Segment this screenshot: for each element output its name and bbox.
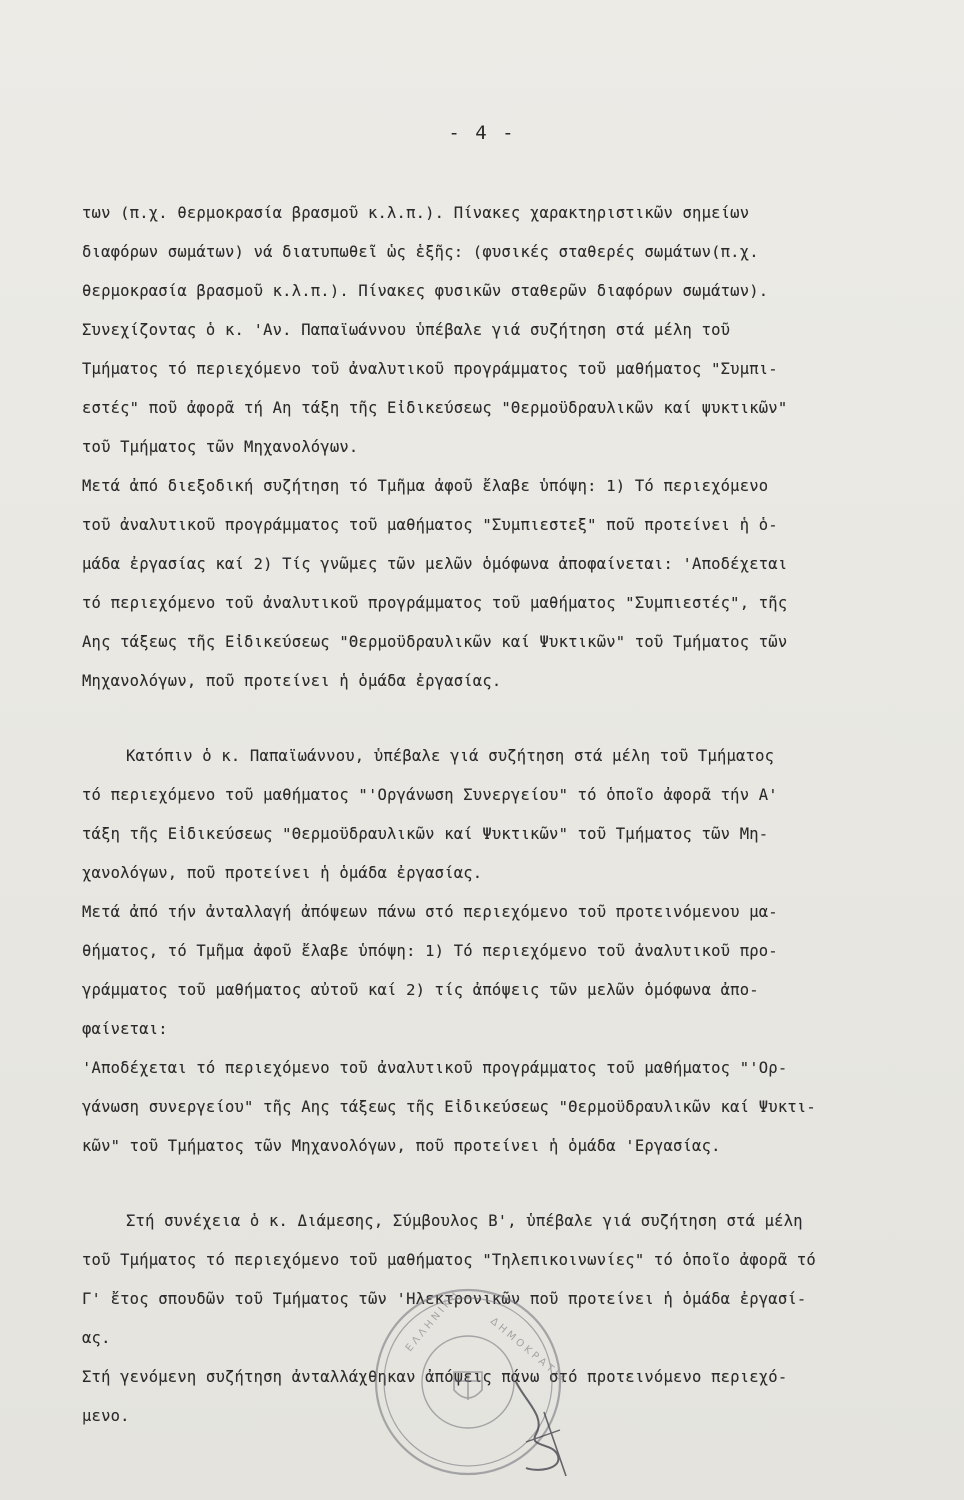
paragraph-gap [82,701,902,737]
text-line: Μετά ἀπό διεξοδική συζήτηση τό Τμῆμα ἀφοῦ ἔλαβε ὑπόψη: 1) Τό περιεχόμενο [82,477,769,495]
text-line: τοῦ Τμήματος τῶν Μηχανολόγων. [82,438,359,456]
text-line: θερμοκρασία βρασμοῦ κ.λ.π.). Πίνακες φυσικῶν σταθερῶν διαφόρων σωμάτων). [82,282,769,300]
text-line: μενο. [82,1407,130,1425]
paragraph-1 [82,194,902,467]
text-line: ας. [82,1329,111,1347]
paragraph-gap [82,1166,902,1202]
text-line: γράμματος τοῦ μαθήματος αὐτοῦ καί 2) τίς ἀπόψεις τῶν μελῶν ὁμόφωνα ἀπο- [82,981,759,999]
paragraph-4 [82,893,902,1166]
text-line: χανολόγων, ποῦ προτείνει ἡ ὁμάδα ἐργασίας. [82,864,483,882]
text-line: Αης τάξεως τῆς Εἰδικεύσεως "Θερμοϋδραυλικῶν καί Ψυκτικῶν" τοῦ Τμήματος τῶν [82,633,788,651]
text-line: διαφόρων σωμάτων) νά διατυπωθεῖ ὡς ἑξῆς: (φυσικές σταθερές σωμάτων(π.χ. [82,243,759,261]
text-line: Συνεχίζοντας ὁ κ. 'Αν. Παπαϊωάννου ὑπέβαλε γιά συζήτηση στά μέλη τοῦ [82,321,731,339]
paragraph-2 [82,467,902,701]
text-line: γάνωση συνεργείου" τῆς Αης τάξεως τῆς Εἰδικεύσεως "Θερμοϋδραυλικῶν καί Ψυκτι- [82,1098,816,1116]
text-line: Γ' ἔτος σπουδῶν τοῦ Τμήματος τῶν 'Ηλεκτρονικῶν ποῦ προτείνει ἡ ὁμάδα ἐργασί- [82,1290,807,1308]
paragraph-3 [82,737,902,893]
document-body [82,194,902,1436]
text-line: εστές" ποῦ ἀφορᾶ τή Αη τάξη τῆς Εἰδικεύσεως "Θερμοϋδραυλικῶν καί ψυκτικῶν" [82,399,788,417]
text-line: Μετά ἀπό τήν ἀνταλλαγή ἀπόψεων πάνω στό περιεχόμενο τοῦ προτεινόμενου μα- [82,903,778,921]
text-line: φαίνεται: [82,1020,168,1038]
text-line: Κατόπιν ὁ κ. Παπαϊωάννου, ὑπέβαλε γιά συζήτηση στά μέλη τοῦ Τμήματος [126,747,775,765]
text-line: τοῦ Τμήματος τό περιεχόμενο τοῦ μαθήματος "Τηλεπικοινωνίες" τό ὁποῖο ἀφορᾶ τό [82,1251,816,1269]
page-number: - 4 - [448,122,516,144]
text-line: τοῦ ἀναλυτικοῦ προγράμματος τοῦ μαθήματος "Συμπιεστεξ" ποῦ προτείνει ἡ ὁ- [82,516,778,534]
text-line: τό περιεχόμενο τοῦ μαθήματος "'Οργάνωση Συνεργείου" τό ὁποῖο ἀφορᾶ τήν Α' [82,786,778,804]
text-line: τό περιεχόμενο τοῦ ἀναλυτικοῦ προγράμματος τοῦ μαθήματος "Συμπιεστές", τῆς [82,594,788,612]
text-line: μάδα ἐργασίας καί 2) Τίς γνῶμες τῶν μελῶν ὁμόφωνα ἀποφαίνεται: 'Αποδέχεται [82,555,788,573]
text-line: Τμήματος τό περιεχόμενο τοῦ ἀναλυτικοῦ προγράμματος τοῦ μαθήματος "Συμπι- [82,360,778,378]
text-line: κῶν" τοῦ Τμήματος τῶν Μηχανολόγων, ποῦ προτείνει ἡ ὁμάδα 'Εργασίας. [82,1137,721,1155]
text-line: τάξη τῆς Εἰδικεύσεως "Θερμοϋδραυλικῶν καί Ψυκτικῶν" τοῦ Τμήματος τῶν Μη- [82,825,769,843]
text-line: Στή γενόμενη συζήτηση ἀνταλλάχθηκαν ἀπόψεις πάνω στό προτεινόμενο περιεχό- [82,1368,788,1386]
handwritten-signature [496,1372,586,1482]
text-line: των (π.χ. θερμοκρασία βρασμοῦ κ.λ.π.). Πίνακες χαρακτηριστικῶν σημείων [82,204,750,222]
text-line: Στή συνέχεια ὁ κ. Διάμεσης, Σύμβουλος Β', ὑπέβαλε γιά συζήτηση στά μέλη [126,1212,803,1230]
text-line: θήματος, τό Τμῆμα ἀφοῦ ἔλαβε ὑπόψη: 1) Τό περιεχόμενο τοῦ ἀναλυτικοῦ προ- [82,942,778,960]
svg-text:Δ Η Μ Ο Κ Ρ Α Τ Ι Α: Δ Η Μ Ο Κ Ρ Α Τ Ι Α [488,1315,568,1386]
text-line: 'Αποδέχεται τό περιεχόμενο τοῦ ἀναλυτικοῦ προγράμματος τοῦ μαθήματος "'Ορ- [82,1059,788,1077]
svg-text:Ε Λ Λ Η Ν Ι Κ Η: Ε Λ Λ Η Ν Ι Κ Η [403,1289,461,1354]
text-line: Μηχανολόγων, ποῦ προτείνει ἡ ὁμάδα ἐργασίας. [82,672,502,690]
